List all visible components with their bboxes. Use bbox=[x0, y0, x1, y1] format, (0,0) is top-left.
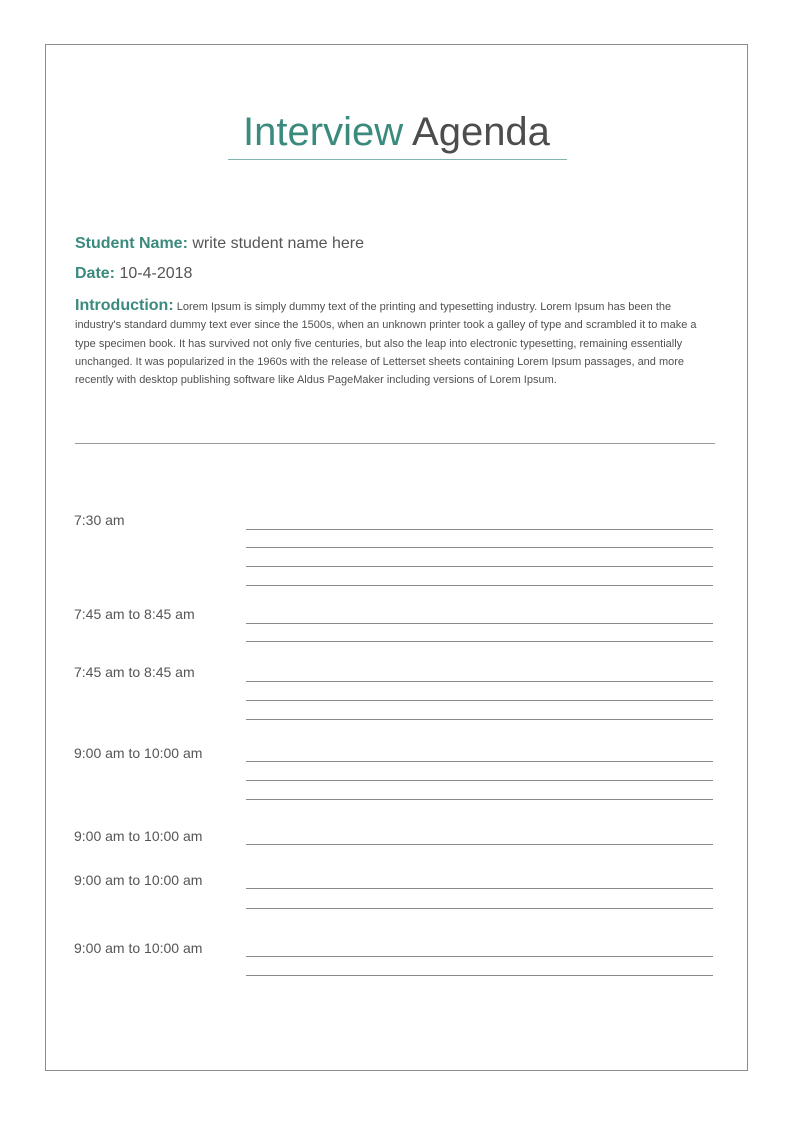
date-label: Date: bbox=[75, 265, 116, 282]
writing-line[interactable] bbox=[246, 641, 713, 642]
slot-time: 7:30 am bbox=[74, 512, 125, 528]
writing-line[interactable] bbox=[246, 700, 713, 701]
student-name-field bbox=[75, 235, 364, 253]
writing-line[interactable] bbox=[246, 844, 713, 845]
slot-time: 9:00 am to 10:00 am bbox=[74, 828, 203, 844]
writing-line[interactable] bbox=[246, 623, 713, 624]
writing-line[interactable] bbox=[246, 799, 713, 800]
page-title bbox=[0, 108, 793, 156]
writing-line[interactable] bbox=[246, 681, 713, 682]
writing-line[interactable] bbox=[246, 780, 713, 781]
writing-line[interactable] bbox=[246, 956, 713, 957]
writing-line[interactable] bbox=[246, 888, 713, 889]
slot-time: 9:00 am to 10:00 am bbox=[74, 940, 203, 956]
title-word-interview: Interview bbox=[243, 110, 404, 154]
section-divider bbox=[75, 443, 715, 444]
introduction-label: Introduction: bbox=[75, 297, 174, 314]
slot-time: 7:45 am to 8:45 am bbox=[74, 664, 195, 680]
writing-line[interactable] bbox=[246, 547, 713, 548]
student-name-label: Student Name: bbox=[75, 235, 188, 252]
writing-line[interactable] bbox=[246, 566, 713, 567]
writing-line[interactable] bbox=[246, 529, 713, 530]
title-underline bbox=[228, 159, 567, 160]
title-word-agenda: Agenda bbox=[412, 110, 550, 154]
student-name-value[interactable]: write student name here bbox=[192, 235, 365, 252]
date-field bbox=[75, 265, 192, 283]
slot-time: 9:00 am to 10:00 am bbox=[74, 745, 203, 761]
writing-line[interactable] bbox=[246, 975, 713, 976]
date-value[interactable]: 10-4-2018 bbox=[119, 265, 193, 282]
writing-line[interactable] bbox=[246, 585, 713, 586]
writing-line[interactable] bbox=[246, 761, 713, 762]
introduction-text: Lorem Ipsum is simply dummy text of the printing and typesetting industry. Lorem Ipsum has been the industry's standard dummy text ever since the 1500s, when an unknown printer took a galley of type and scrambled it to make a type specimen book. It has survived not only five centuries, but also the leap into electronic typesetting, remaining essentially unchanged. It was popularized in the 1960s with the release of Letterset sheets containing Lorem Ipsum passages, and more recently with desktop publishing software like Aldus PageMaker including versions of Lorem Ipsum. bbox=[75, 301, 697, 387]
writing-line[interactable] bbox=[246, 908, 713, 909]
slot-time: 7:45 am to 8:45 am bbox=[74, 606, 195, 622]
writing-line[interactable] bbox=[246, 719, 713, 720]
slot-time: 9:00 am to 10:00 am bbox=[74, 872, 203, 888]
page-border bbox=[45, 44, 748, 1071]
introduction bbox=[75, 297, 717, 403]
